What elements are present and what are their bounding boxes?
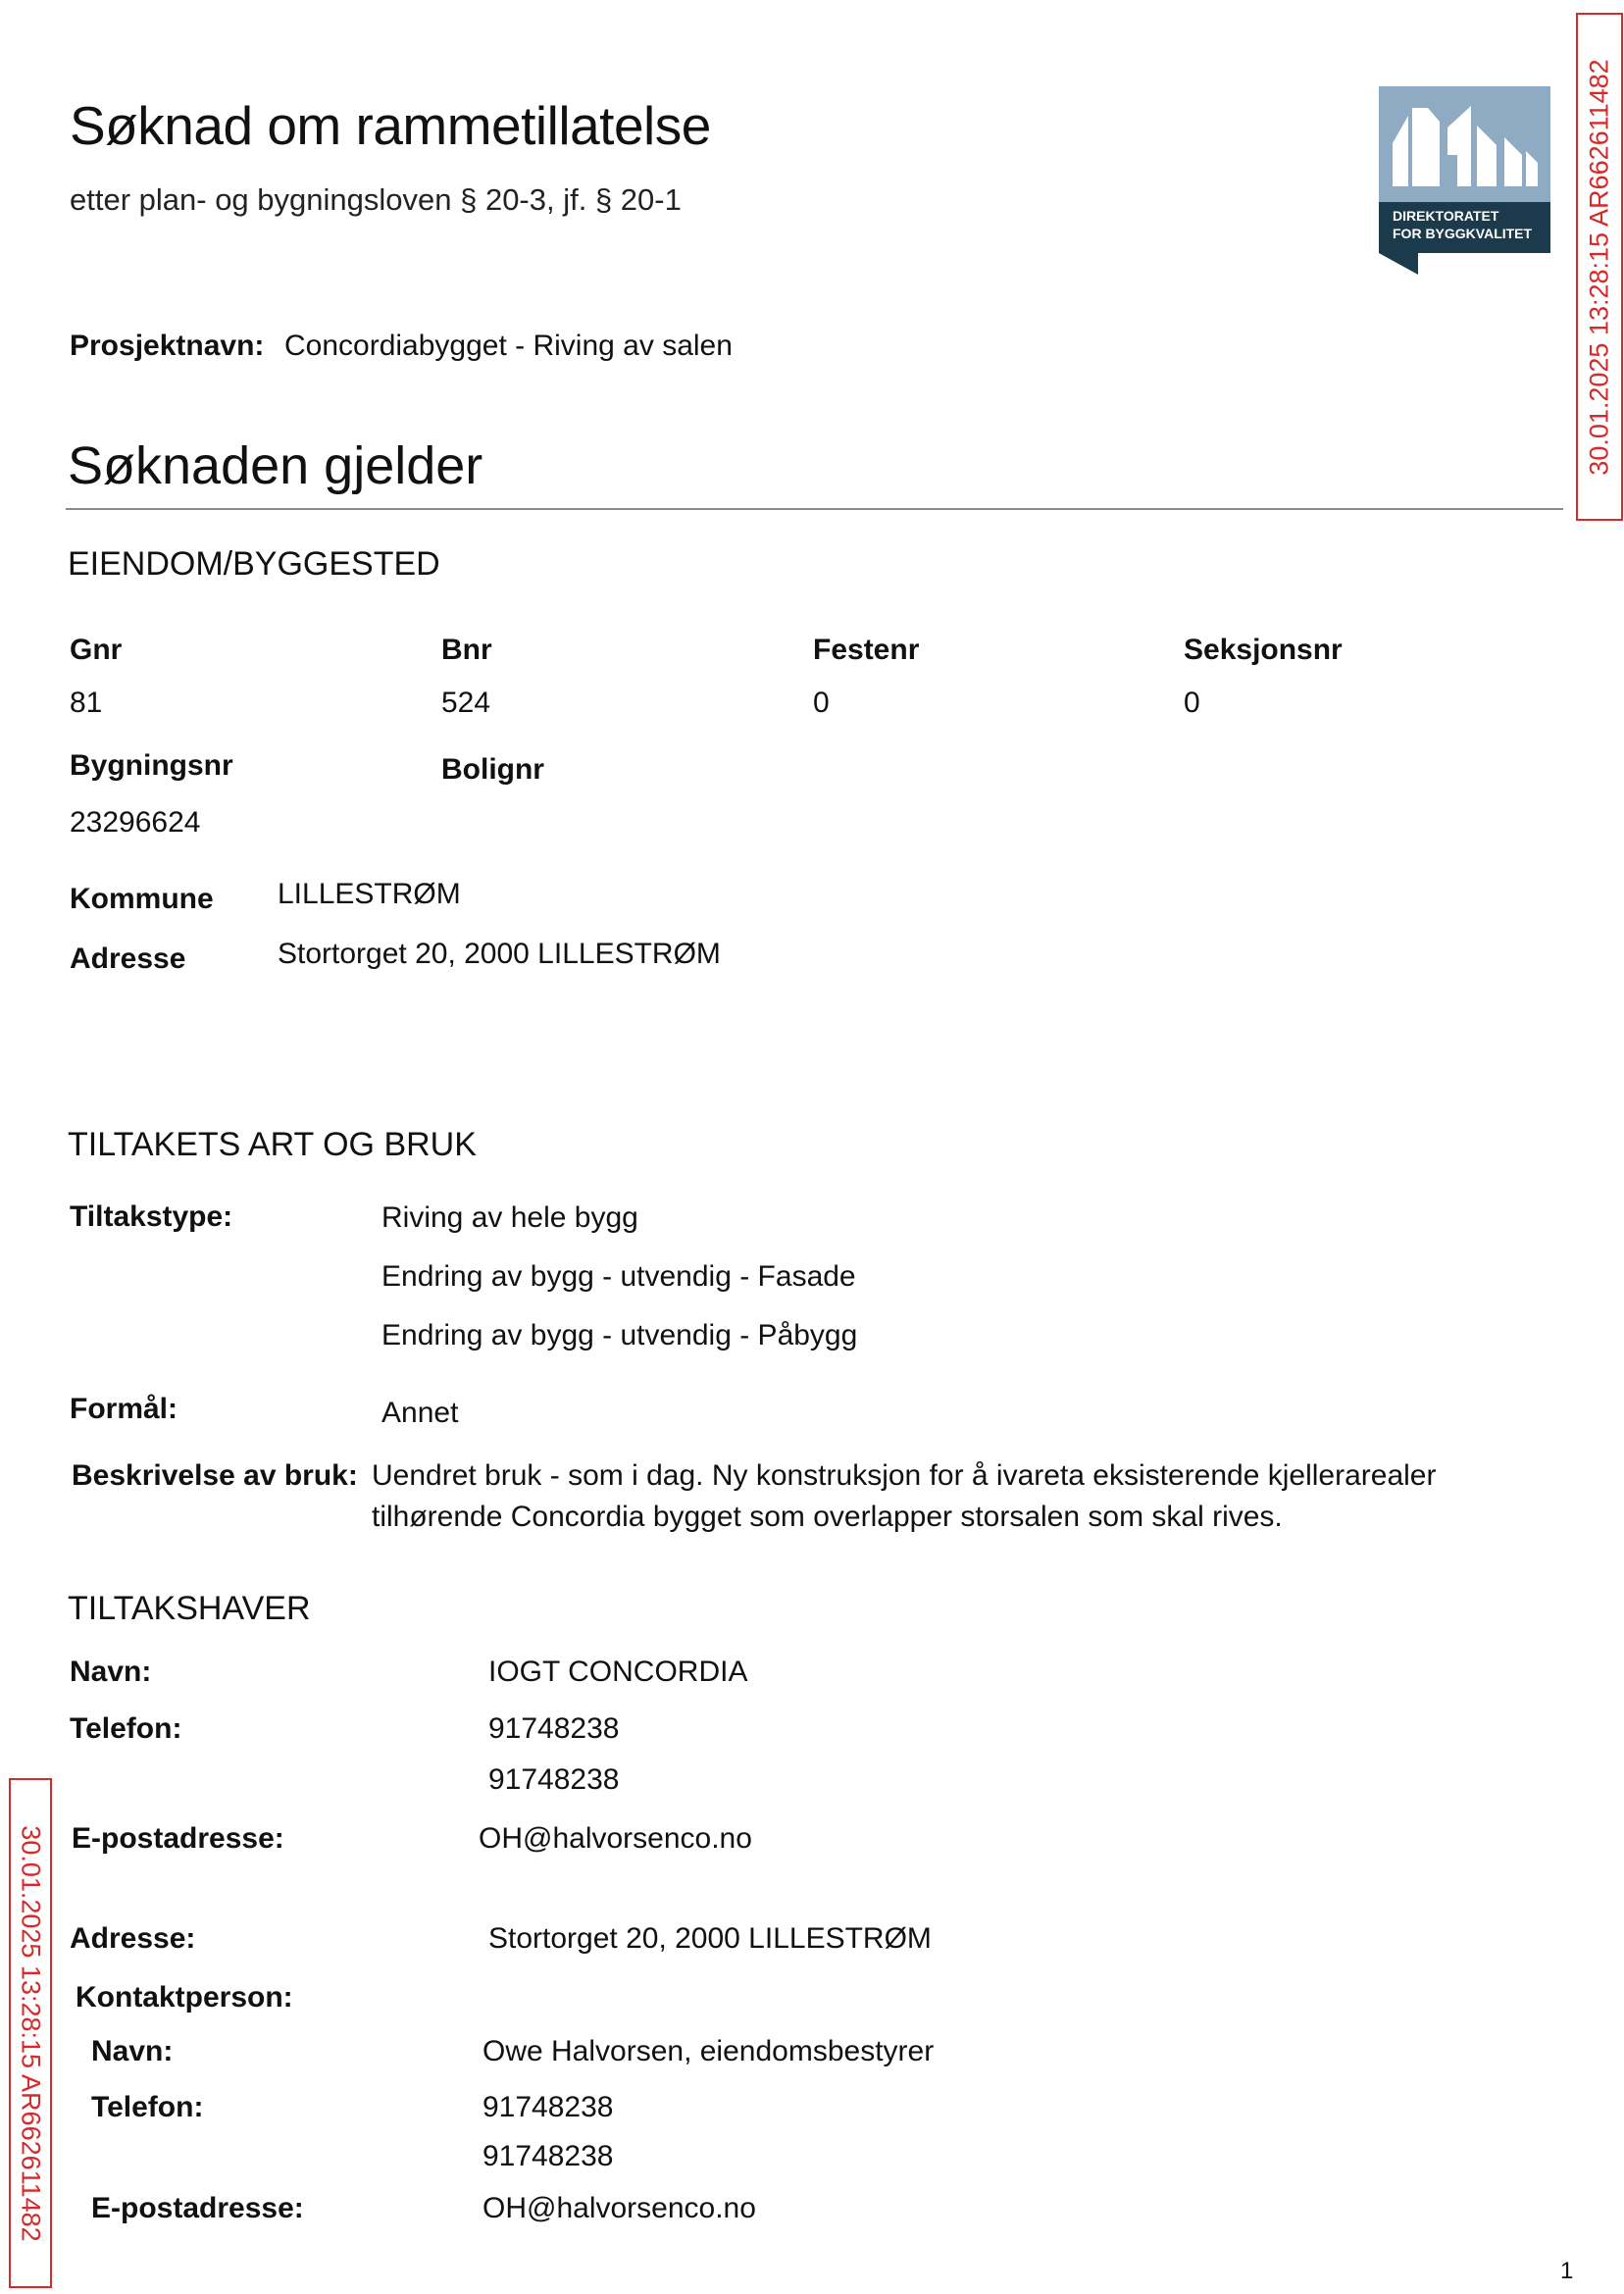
contact-person-label: Kontaktperson: xyxy=(76,1981,293,2014)
beskrivelse-line1: Uendret bruk - som i dag. Ny konstruksjon for å ivareta eksisterende kjellerarealer xyxy=(372,1459,1437,1492)
contact-epost-value: OH@halvorsenco.no xyxy=(482,2192,756,2224)
beskrivelse-line2: tilhørende Concordia bygget som overlapper storsalen som skal rives. xyxy=(372,1501,1283,1533)
bolignr-label: Bolignr xyxy=(441,753,544,786)
page-number: 1 xyxy=(1560,2258,1574,2284)
adresse-value: Stortorget 20, 2000 LILLESTRØM xyxy=(278,938,721,970)
section-title: Søknaden gjelder xyxy=(68,436,483,495)
kommune-value: LILLESTRØM xyxy=(278,878,461,910)
owner-navn-value: IOGT CONCORDIA xyxy=(488,1656,748,1688)
owner-epost-label: E-postadresse: xyxy=(72,1822,284,1855)
formal-value: Annet xyxy=(381,1397,459,1429)
contact-telefon-value: 91748238 xyxy=(482,2140,614,2172)
owner-epost-value: OH@halvorsenco.no xyxy=(479,1822,752,1855)
receipt-stamp-top xyxy=(1576,13,1623,521)
contact-navn-label: Navn: xyxy=(91,2035,174,2067)
adresse-label: Adresse xyxy=(70,943,186,975)
owner-telefon-value: 91748238 xyxy=(488,1712,620,1745)
contact-epost-label: E-postadresse: xyxy=(91,2192,304,2224)
measure-heading: TILTAKETS ART OG BRUK xyxy=(68,1126,477,1163)
bygningsnr-value: 23296624 xyxy=(70,806,201,839)
seksjonsnr-label: Seksjonsnr xyxy=(1184,634,1343,666)
dibk-logo xyxy=(1379,86,1550,275)
tiltakstype-item: Endring av bygg - utvendig - Fasade xyxy=(381,1260,856,1293)
document-title: Søknad om rammetillatelse xyxy=(70,95,711,156)
receipt-stamp-left xyxy=(9,1778,52,2288)
contact-navn-value: Owe Halvorsen, eiendomsbestyrer xyxy=(482,2035,935,2067)
tiltakstype-label: Tiltakstype: xyxy=(70,1200,233,1233)
tiltakstype-item: Endring av bygg - utvendig - Påbygg xyxy=(381,1319,858,1351)
bnr-value: 524 xyxy=(441,687,491,719)
owner-adresse-value: Stortorget 20, 2000 LILLESTRØM xyxy=(488,1922,932,1955)
owner-navn-label: Navn: xyxy=(70,1656,152,1688)
gnr-label: Gnr xyxy=(70,634,123,666)
receipt-stamp-text: 30.01.2025 13:28:15 AR662611482 xyxy=(16,1824,46,2242)
beskrivelse-label: Beskrivelse av bruk: xyxy=(72,1459,358,1492)
formal-label: Formål: xyxy=(70,1393,178,1425)
section-divider xyxy=(66,508,1563,510)
project-name-value: Concordiabygget - Riving av salen xyxy=(284,330,733,362)
owner-telefon-label: Telefon: xyxy=(70,1712,182,1745)
contact-telefon-value: 91748238 xyxy=(482,2091,614,2123)
logo-text-line1: DIREKTORATET xyxy=(1393,208,1499,224)
owner-telefon-value: 91748238 xyxy=(488,1763,620,1796)
contact-telefon-label: Telefon: xyxy=(91,2091,204,2123)
kommune-label: Kommune xyxy=(70,883,214,915)
bnr-label: Bnr xyxy=(441,634,492,666)
property-heading: EIENDOM/BYGGESTED xyxy=(68,545,440,583)
owner-heading: TILTAKSHAVER xyxy=(68,1590,311,1627)
document-subtitle: etter plan- og bygningsloven § 20-3, jf. § 20-1 xyxy=(70,182,682,217)
bygningsnr-label: Bygningsnr xyxy=(70,749,233,782)
festenr-value: 0 xyxy=(813,687,830,719)
seksjonsnr-value: 0 xyxy=(1184,687,1200,719)
festenr-label: Festenr xyxy=(813,634,920,666)
project-name-label: Prosjektnavn: xyxy=(70,330,265,362)
tiltakstype-item: Riving av hele bygg xyxy=(381,1201,638,1234)
gnr-value: 81 xyxy=(70,687,103,719)
receipt-stamp-text: 30.01.2025 13:28:15 AR662611482 xyxy=(1584,58,1614,476)
owner-adresse-label: Adresse: xyxy=(70,1922,196,1955)
logo-text-line2: FOR BYGGKVALITET xyxy=(1393,226,1533,241)
